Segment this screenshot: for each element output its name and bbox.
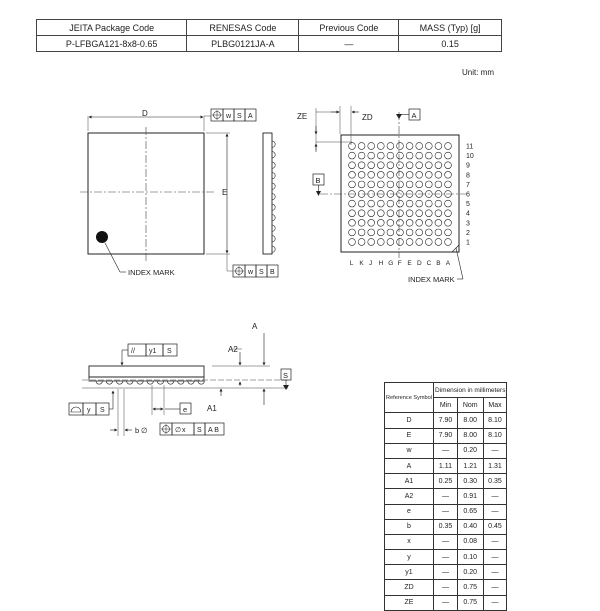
solder-ball: [416, 210, 423, 217]
solder-ball: [377, 152, 384, 159]
dim-cell-min: —: [434, 489, 458, 504]
solder-ball: [397, 181, 404, 188]
dim-cell-max: —: [483, 504, 507, 519]
col-letter-label: A: [445, 260, 451, 267]
side-ball: [167, 381, 173, 384]
solder-ball: [368, 200, 375, 207]
side-ball: [96, 381, 102, 384]
solder-ball: [416, 171, 423, 178]
fcf-flatness: [69, 403, 109, 415]
dim-table-min-header: Min: [434, 398, 458, 413]
svg-text:S: S: [167, 348, 172, 355]
side-substrate: [89, 377, 204, 381]
svg-text:A: A: [411, 111, 417, 120]
edge-ball: [272, 162, 275, 168]
edge-ball: [272, 183, 275, 189]
label-A1: A1: [207, 404, 217, 413]
bottom-view: [297, 106, 474, 284]
solder-ball: [387, 162, 394, 169]
dim-cell-min: 7.90: [434, 413, 458, 428]
solder-ball: [435, 210, 442, 217]
side-ball: [188, 381, 194, 384]
solder-ball: [387, 171, 394, 178]
solder-ball: [349, 229, 356, 236]
side-view: [69, 322, 291, 436]
solder-ball: [435, 152, 442, 159]
side-mold-cap: [89, 366, 204, 377]
dim-cell-sym: y: [385, 550, 434, 565]
dim-cell-min: —: [434, 595, 458, 610]
solder-ball: [425, 171, 432, 178]
dim-table-row: [385, 474, 507, 489]
edge-ball: [272, 225, 275, 231]
dim-table-nom-header: Nom: [457, 398, 483, 413]
solder-ball: [406, 210, 413, 217]
svg-text:B: B: [315, 176, 321, 185]
solder-ball: [445, 171, 452, 178]
solder-ball: [435, 219, 442, 226]
dim-cell-nom: 0.40: [457, 519, 483, 534]
fcf-top-frame: [211, 109, 256, 121]
solder-ball: [416, 219, 423, 226]
solder-ball: [349, 239, 356, 246]
side-ball: [116, 381, 122, 384]
row-number-label: 5: [466, 201, 470, 209]
side-ball: [157, 381, 163, 384]
dim-cell-nom: 0.75: [457, 580, 483, 595]
svg-text:A B: A B: [208, 427, 219, 434]
dim-table-dims-header: Dimension in millimeters: [434, 383, 507, 398]
solder-ball: [377, 181, 384, 188]
solder-ball: [358, 239, 365, 246]
dim-cell-max: 8.10: [483, 428, 507, 443]
solder-ball: [377, 143, 384, 150]
dim-cell-nom: 0.91: [457, 489, 483, 504]
dim-table-row: [385, 580, 507, 595]
solder-ball: [425, 200, 432, 207]
label-b: b: [135, 426, 140, 435]
solder-ball: [425, 143, 432, 150]
edge-ball: [272, 246, 275, 252]
solder-ball: [387, 219, 394, 226]
dim-cell-nom: 1.21: [457, 458, 483, 473]
solder-ball: [358, 210, 365, 217]
solder-ball: [377, 239, 384, 246]
row-number-label: 10: [466, 153, 474, 161]
solder-ball: [358, 200, 365, 207]
solder-ball: [435, 171, 442, 178]
svg-text:w: w: [226, 113, 232, 120]
row-number-label: 7: [466, 181, 470, 189]
dim-cell-sym: A2: [385, 489, 434, 504]
solder-ball: [368, 229, 375, 236]
solder-ball: [397, 239, 404, 246]
dim-cell-max: —: [483, 595, 507, 610]
label-e: e: [183, 405, 188, 414]
svg-text:S: S: [237, 113, 242, 120]
dim-cell-min: 7.90: [434, 428, 458, 443]
col-letter-label: C: [426, 260, 432, 267]
dim-cell-sym: D: [385, 413, 434, 428]
solder-ball: [358, 229, 365, 236]
solder-ball: [445, 200, 452, 207]
solder-ball: [406, 219, 413, 226]
edge-ball: [272, 236, 275, 242]
solder-ball: [406, 171, 413, 178]
side-view-edge: [263, 133, 275, 254]
solder-ball: [377, 229, 384, 236]
dim-table-row: [385, 534, 507, 549]
dim-table-row: [385, 504, 507, 519]
col-letter-label: J: [369, 260, 373, 267]
dim-table-row: [385, 519, 507, 534]
dim-cell-sym: y1: [385, 565, 434, 580]
edge-ball: [272, 194, 275, 200]
fcf-side-frame: [233, 265, 278, 277]
fcf-position: [160, 423, 224, 435]
dim-cell-sym: ZE: [385, 595, 434, 610]
dim-table-row: [385, 443, 507, 458]
row-number-label: 4: [466, 210, 470, 218]
svg-text:∅: ∅: [141, 426, 148, 435]
dim-cell-min: —: [434, 565, 458, 580]
jeita-code-value: P-LFBGA121-8x8-0.65: [37, 36, 187, 52]
solder-ball: [349, 143, 356, 150]
dim-cell-min: —: [434, 534, 458, 549]
label-A: A: [252, 322, 258, 331]
solder-ball: [397, 229, 404, 236]
edge-ball: [272, 204, 275, 210]
solder-ball: [368, 239, 375, 246]
solder-ball: [397, 152, 404, 159]
dim-cell-nom: 0.20: [457, 443, 483, 458]
solder-ball: [406, 152, 413, 159]
col-letter-label: H: [378, 260, 384, 267]
svg-text:B: B: [270, 269, 275, 276]
svg-text:y1: y1: [149, 348, 157, 355]
solder-ball: [416, 181, 423, 188]
solder-ball: [349, 152, 356, 159]
solder-ball: [425, 152, 432, 159]
bottom-index-mark-label: INDEX MARK: [408, 275, 455, 284]
solder-ball: [445, 210, 452, 217]
svg-text:S: S: [259, 269, 264, 276]
solder-ball: [358, 171, 365, 178]
dim-cell-max: —: [483, 565, 507, 580]
dim-table-row: [385, 565, 507, 580]
solder-ball: [397, 210, 404, 217]
dim-table-row: [385, 489, 507, 504]
solder-ball: [368, 171, 375, 178]
dim-cell-nom: 8.00: [457, 413, 483, 428]
solder-ball: [397, 171, 404, 178]
previous-code-value: —: [299, 36, 399, 52]
dim-D-label: D: [142, 109, 148, 118]
col-letter-label: K: [359, 260, 364, 267]
svg-text:S: S: [283, 371, 289, 380]
side-ball: [127, 381, 133, 384]
dim-cell-nom: 0.10: [457, 550, 483, 565]
dim-cell-max: 0.45: [483, 519, 507, 534]
dim-cell-nom: 8.00: [457, 428, 483, 443]
solder-ball: [445, 143, 452, 150]
solder-ball: [358, 152, 365, 159]
solder-ball: [368, 181, 375, 188]
solder-ball: [425, 219, 432, 226]
row-number-label: 3: [466, 220, 470, 228]
dim-cell-sym: x: [385, 534, 434, 549]
solder-ball: [349, 219, 356, 226]
solder-ball: [445, 229, 452, 236]
svg-text:S: S: [100, 407, 105, 414]
dim-table-row: [385, 413, 507, 428]
dim-cell-min: 0.35: [434, 519, 458, 534]
side-ball: [198, 381, 204, 384]
index-mark-dot: [96, 231, 108, 243]
dim-cell-max: —: [483, 489, 507, 504]
solder-ball: [445, 239, 452, 246]
edge-ball: [272, 173, 275, 179]
edge-ball: [272, 141, 275, 147]
dim-cell-min: —: [434, 550, 458, 565]
col-letter-label: D: [417, 260, 422, 267]
side-ball: [106, 381, 112, 384]
solder-ball: [425, 210, 432, 217]
dim-cell-max: 8.10: [483, 413, 507, 428]
solder-ball: [397, 162, 404, 169]
dim-table-ref-header: Reference Symbol: [385, 383, 434, 413]
dim-cell-max: 1.31: [483, 458, 507, 473]
svg-text://: //: [131, 348, 135, 355]
top-view: [80, 109, 278, 277]
solder-ball: [445, 181, 452, 188]
solder-ball: [445, 152, 452, 159]
col-renesas-header: RENESAS Code: [187, 20, 299, 36]
solder-ball: [349, 210, 356, 217]
col-previous-header: Previous Code: [299, 20, 399, 36]
dim-cell-max: —: [483, 534, 507, 549]
dim-cell-nom: 0.20: [457, 565, 483, 580]
solder-ball: [416, 229, 423, 236]
dim-cell-sym: b: [385, 519, 434, 534]
solder-ball: [435, 143, 442, 150]
edge-ball: [272, 215, 275, 221]
solder-ball: [349, 181, 356, 188]
dim-table-row: [385, 458, 507, 473]
solder-ball: [425, 162, 432, 169]
svg-text:S: S: [197, 427, 202, 434]
solder-ball: [377, 210, 384, 217]
a1-corner-mark: [452, 245, 459, 252]
dim-table-max-header: Max: [483, 398, 507, 413]
side-ball: [147, 381, 153, 384]
row-number-label: 11: [466, 143, 474, 151]
solder-ball: [358, 181, 365, 188]
solder-ball: [368, 143, 375, 150]
solder-ball: [416, 162, 423, 169]
solder-ball: [358, 162, 365, 169]
solder-ball: [416, 239, 423, 246]
dim-table-row: [385, 595, 507, 610]
top-index-mark-label: INDEX MARK: [128, 268, 175, 277]
dim-cell-max: —: [483, 580, 507, 595]
dim-cell-sym: E: [385, 428, 434, 443]
solder-ball: [387, 239, 394, 246]
solder-ball: [387, 229, 394, 236]
dim-cell-min: —: [434, 580, 458, 595]
solder-ball: [349, 171, 356, 178]
renesas-code-value: PLBG0121JA-A: [187, 36, 299, 52]
col-letter-label: F: [397, 260, 402, 267]
dim-cell-min: 0.25: [434, 474, 458, 489]
solder-ball: [445, 219, 452, 226]
solder-ball: [387, 143, 394, 150]
solder-ball: [397, 200, 404, 207]
solder-ball: [406, 181, 413, 188]
solder-ball: [416, 143, 423, 150]
row-number-label: 8: [466, 172, 470, 180]
edge-ball: [272, 152, 275, 158]
mass-value: 0.15: [399, 36, 502, 52]
side-ball: [137, 381, 143, 384]
dim-cell-min: —: [434, 443, 458, 458]
dim-table-row: [385, 428, 507, 443]
solder-ball: [435, 200, 442, 207]
row-number-label: 6: [466, 191, 470, 199]
solder-ball: [387, 210, 394, 217]
solder-ball: [377, 219, 384, 226]
side-ball: [178, 381, 184, 384]
col-letter-label: L: [349, 260, 354, 267]
solder-ball: [368, 162, 375, 169]
solder-ball: [349, 200, 356, 207]
solder-ball: [387, 181, 394, 188]
solder-ball: [425, 181, 432, 188]
dim-cell-max: —: [483, 550, 507, 565]
solder-ball: [445, 162, 452, 169]
solder-ball: [406, 143, 413, 150]
svg-text:A: A: [248, 113, 253, 120]
solder-ball: [349, 162, 356, 169]
solder-ball: [397, 219, 404, 226]
solder-ball: [435, 181, 442, 188]
solder-ball: [387, 152, 394, 159]
ze-label: ZE: [297, 112, 308, 121]
solder-ball: [406, 229, 413, 236]
solder-ball: [435, 229, 442, 236]
dim-E-label: E: [222, 188, 228, 197]
solder-ball: [377, 162, 384, 169]
solder-ball: [416, 200, 423, 207]
solder-ball: [425, 239, 432, 246]
col-letter-label: B: [436, 260, 441, 267]
solder-ball: [406, 239, 413, 246]
dimension-table: [384, 382, 507, 611]
col-mass-header: MASS (Typ) [g]: [399, 20, 502, 36]
svg-text:w: w: [248, 269, 254, 276]
row-number-label: 1: [466, 239, 470, 247]
dim-cell-min: 1.11: [434, 458, 458, 473]
col-jeita-header: JEITA Package Code: [37, 20, 187, 36]
solder-ball: [416, 152, 423, 159]
dim-cell-nom: 0.30: [457, 474, 483, 489]
solder-ball: [358, 143, 365, 150]
dim-cell-max: —: [483, 443, 507, 458]
row-number-label: 2: [466, 229, 470, 237]
solder-ball: [387, 200, 394, 207]
dim-cell-sym: e: [385, 504, 434, 519]
col-letter-label: G: [388, 260, 394, 267]
solder-ball: [368, 210, 375, 217]
solder-ball: [406, 200, 413, 207]
dim-table-row: [385, 550, 507, 565]
solder-ball: [406, 162, 413, 169]
dim-cell-sym: A: [385, 458, 434, 473]
solder-ball: [425, 229, 432, 236]
dim-cell-sym: A1: [385, 474, 434, 489]
svg-text:∅: ∅: [175, 427, 182, 434]
col-letter-label: E: [407, 260, 412, 267]
zd-label: ZD: [362, 113, 373, 122]
solder-ball: [368, 219, 375, 226]
solder-ball: [358, 219, 365, 226]
fcf-parallelism: [128, 344, 177, 356]
solder-ball: [397, 143, 404, 150]
dim-cell-nom: 0.08: [457, 534, 483, 549]
solder-ball: [377, 171, 384, 178]
dim-cell-nom: 0.65: [457, 504, 483, 519]
dim-cell-sym: ZD: [385, 580, 434, 595]
row-number-label: 9: [466, 162, 470, 170]
unit-label: Unit: mm: [462, 68, 494, 77]
dim-cell-sym: w: [385, 443, 434, 458]
solder-ball: [377, 200, 384, 207]
dim-cell-min: —: [434, 504, 458, 519]
svg-text:x: x: [182, 427, 186, 434]
solder-ball: [368, 152, 375, 159]
svg-text:y: y: [87, 407, 91, 414]
solder-ball: [435, 162, 442, 169]
solder-ball: [435, 239, 442, 246]
dim-cell-nom: 0.75: [457, 595, 483, 610]
label-A2: A2: [228, 345, 238, 354]
dim-cell-max: 0.35: [483, 474, 507, 489]
